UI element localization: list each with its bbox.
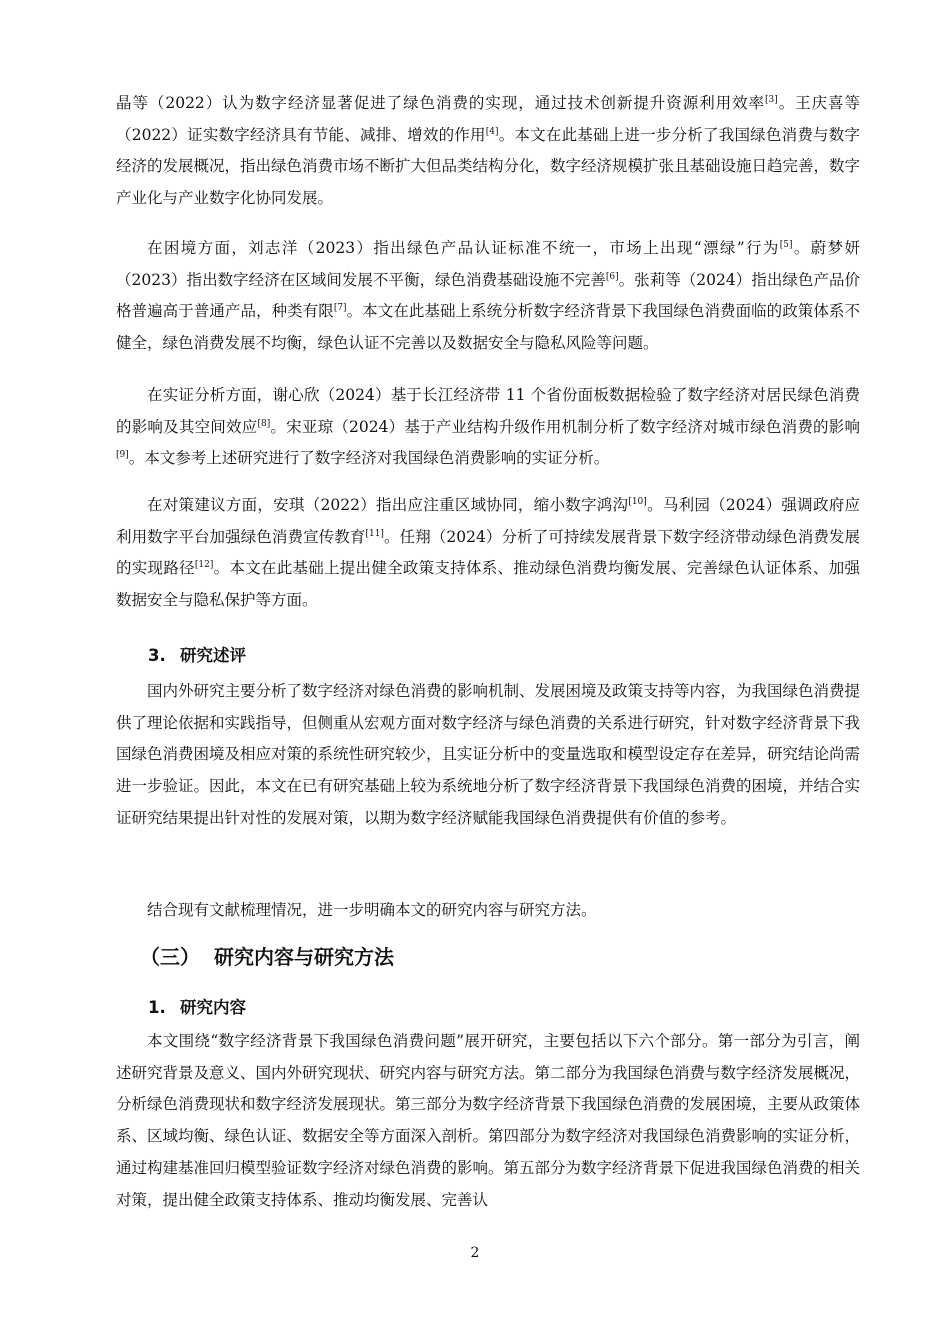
paragraph: [116, 1026, 860, 1216]
paragraph-text: 。本文在此基础上提出健全政策支持体系、推动绿色消费均衡发展、完善绿色认证体系、加强数据安全与隐私保护等方面。: [116, 559, 860, 610]
paragraph: [116, 233, 860, 360]
section-title: 研究内容与研究方法: [214, 945, 394, 969]
subheading-title: 研究内容: [180, 998, 246, 1017]
paragraph-text: 。宋亚琼（2024）基于产业结构升级作用机制分析了数字经济对城市绿色消费的影响: [270, 417, 860, 436]
paragraph-text: 。蔚梦妍（2023）指出数字经济在区域间发展不平衡，绿色消费基础设施不完善: [116, 239, 860, 289]
subheading-research-content: [148, 992, 246, 1024]
paragraph-text: 。本文在此基础上系统分析数字经济背景下我国绿色消费面临的政策体系不健全，绿色消费发展不均衡，绿色认证不完善以及数据安全与隐私风险等问题。: [116, 302, 860, 353]
citation-ref: [4]: [485, 126, 499, 137]
subheading-number: 1.: [148, 998, 166, 1017]
paragraph-text: 国内外研究主要分析了数字经济对绿色消费的影响机制、发展困境及政策支持等内容，为我国绿色消费提供了理论依据和实践指导，但侧重从宏观方面对数字经济与绿色消费的关系进行研究，针对数字经济背景下我国绿色消费困境及相应对策的系统性研究较少，且实证分析中的变量选取和模型设定存在差异，研究结论尚需进一步验证。因此，本文在已有研究基础上较为系统地分析了数字经济背景下我国绿色消费的困境，并结合实证研究结果提出针对性的发展对策，以期为数字经济赋能我国绿色消费提供有价值的参考。: [116, 682, 861, 827]
paragraph-text: 在对策建议方面，安琪（2022）指出应注重区域协同，缩小数字鸿沟: [147, 496, 629, 514]
citation-ref: [6]: [605, 271, 619, 282]
citation-ref: [10]: [628, 497, 647, 507]
section-number: （三）: [140, 945, 200, 969]
citation-ref: [7]: [333, 303, 347, 314]
paragraph-text: 本文围绕“数字经济背景下我国绿色消费问题”展开研究，主要包括以下六个部分。第一部分为引言，阐述研究背景及意义、国内外研究现状、研究内容与研究方法。第二部分为我国绿色消费与数字经济发展概况，分析绿色消费现状和数字经济发展现状。第三部分为数字经济背景下我国绿色消费的发展困境，主要从政策体系、区域均衡、绿色认证、数据安全等方面深入剖析。第四部分为数字经济对我国绿色消费影响的实证分析，通过构建基准回归模型验证数字经济对绿色消费的影响。第五部分为数字经济背景下促进我国绿色消费的相关对策，提出健全政策支持体系、推动均衡发展、完善认: [116, 1032, 861, 1209]
subheading-research-review: [148, 640, 246, 672]
paragraph-text: 。马利园（2024）强调政府应利用数字平台加强绿色消费宣传教育: [116, 496, 860, 546]
paragraph-text: 结合现有文献梳理情况，进一步明确本文的研究内容与研究方法。: [147, 901, 597, 919]
paragraph-text: 。张莉等（2024）指出绿色产品价格普遍高于普通产品，种类有限: [116, 270, 861, 321]
subheading-number: 3.: [148, 646, 166, 665]
citation-ref: [9]: [116, 450, 129, 461]
paragraph: [116, 490, 860, 617]
citation-ref: [5]: [779, 240, 793, 250]
paragraph: [116, 88, 860, 215]
page-number: 2: [470, 1245, 480, 1261]
citation-ref: [3]: [765, 95, 778, 105]
citation-ref: [12]: [194, 560, 214, 571]
paragraph: [116, 380, 860, 475]
paragraph-text: 在困境方面，刘志洋（2023）指出绿色产品认证标准不统一，市场上出现“漂绿”行为: [147, 239, 780, 257]
paragraph-text: 。任翔（2024）分析了可持续发展背景下数字经济带动绿色消费发展的实现路径: [116, 527, 860, 578]
subheading-title: 研究述评: [180, 646, 246, 665]
paragraph-text: 晶等（2022）认为数字经济显著促进了绿色消费的实现，通过技术创新提升资源利用效率: [116, 94, 765, 112]
paragraph-text: 。本文在此基础上进一步分析了我国绿色消费与数字经济的发展概况，指出绿色消费市场不断扩大但品类结构分化，数字经济规模扩张且基础设施日趋完善，数字产业化与产业数字化协同发展。: [116, 125, 861, 208]
citation-ref: [11]: [365, 528, 384, 539]
paragraph: [116, 895, 860, 927]
paragraph-text: 在实证分析方面，谢心欣（2024）基于长江经济带 11 个省份面板数据检验了数字经济对居民绿色消费的影响及其空间效应: [116, 386, 860, 436]
section-heading: [140, 940, 394, 974]
citation-ref: [8]: [257, 418, 271, 429]
paragraph-text: 。王庆喜等（2022）证实数字经济具有节能、减排、增效的作用: [116, 94, 860, 144]
paragraph: [116, 676, 860, 835]
paragraph-text: 。本文参考上述研究进行了数字经济对我国绿色消费影响的实证分析。: [128, 449, 610, 468]
